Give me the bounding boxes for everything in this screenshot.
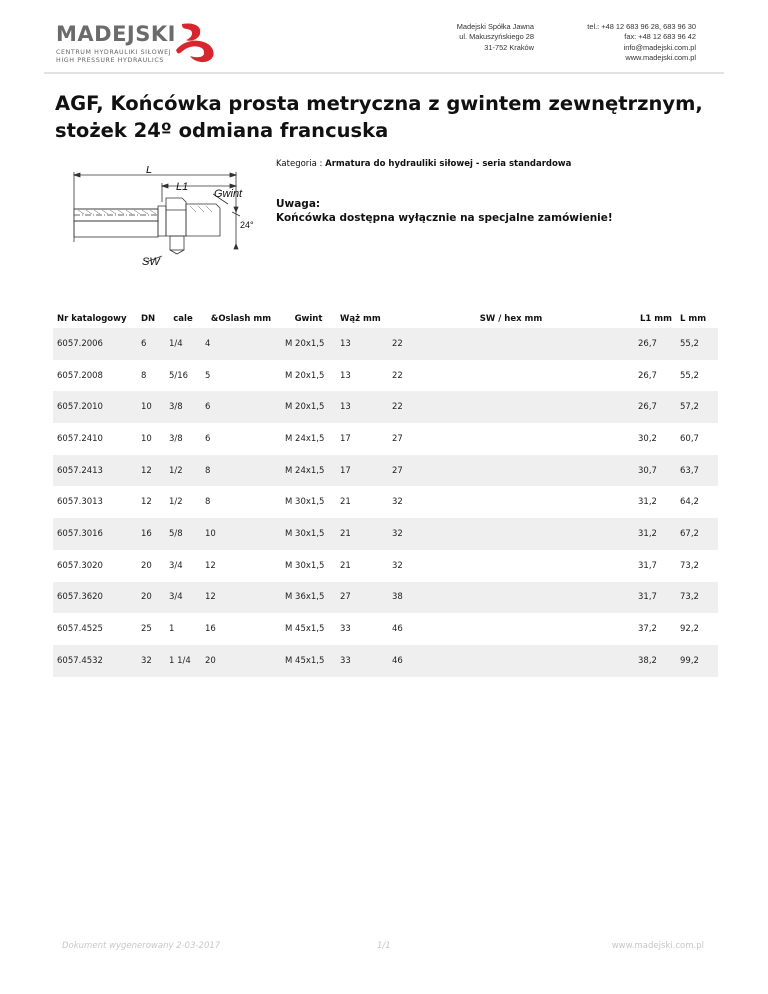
cell-hose: 33 <box>336 645 388 677</box>
cell-l1: 31,2 <box>634 518 676 550</box>
cell-sw: 22 <box>388 391 634 423</box>
fitting-diagram <box>58 166 268 270</box>
diagram-label-L1: L1 <box>176 181 189 193</box>
cell-l: 55,2 <box>676 360 718 392</box>
cell-thread: M 24x1,5 <box>281 455 336 487</box>
cell-hose: 27 <box>336 582 388 614</box>
cell-l1: 26,7 <box>634 360 676 392</box>
cell-l1: 38,2 <box>634 645 676 677</box>
logo-mark-icon <box>172 20 218 66</box>
cell-sw: 32 <box>388 486 634 518</box>
cell-catalog-number: 6057.3016 <box>53 518 137 550</box>
cell-inch: 1/2 <box>165 486 201 518</box>
category-value[interactable]: Armatura do hydrauliki siłowej - seria standardowa <box>325 159 572 169</box>
cell-hose: 13 <box>336 328 388 360</box>
cell-diameter: 16 <box>201 613 281 645</box>
cell-l: 99,2 <box>676 645 718 677</box>
notice-heading: Uwaga: <box>276 198 321 210</box>
cell-sw: 22 <box>388 360 634 392</box>
cell-inch: 3/4 <box>165 550 201 582</box>
cell-thread: M 30x1,5 <box>281 486 336 518</box>
page-header <box>44 14 724 74</box>
cell-catalog-number: 6057.4532 <box>53 645 137 677</box>
cell-catalog-number: 6057.2010 <box>53 391 137 423</box>
cell-hose: 17 <box>336 423 388 455</box>
table-row <box>53 391 718 423</box>
logo-wordmark: MADEJSKI <box>56 22 176 46</box>
cell-thread: M 30x1,5 <box>281 550 336 582</box>
cell-thread: M 36x1,5 <box>281 582 336 614</box>
cell-l: 92,2 <box>676 613 718 645</box>
col-header-catalog: Nr katalogowy <box>53 310 137 328</box>
cell-catalog-number: 6057.2413 <box>53 455 137 487</box>
cell-l1: 31,2 <box>634 486 676 518</box>
cell-catalog-number: 6057.4525 <box>53 613 137 645</box>
cell-l: 63,7 <box>676 455 718 487</box>
company-address <box>434 22 534 53</box>
cell-sw: 46 <box>388 613 634 645</box>
cell-diameter: 5 <box>201 360 281 392</box>
address-line: ul. Makuszyńskiego 28 <box>459 32 534 42</box>
cell-sw: 27 <box>388 423 634 455</box>
cell-diameter: 8 <box>201 455 281 487</box>
cell-inch: 5/16 <box>165 360 201 392</box>
cell-l: 55,2 <box>676 328 718 360</box>
col-header-l1: L1 mm <box>634 310 676 328</box>
cell-inch: 3/8 <box>165 423 201 455</box>
address-line: Madejski Spółka Jawna <box>456 22 534 31</box>
col-header-thread: Gwint <box>281 310 336 328</box>
cell-l: 67,2 <box>676 518 718 550</box>
cell-dn: 12 <box>137 486 165 518</box>
logo-subtitle-en: HIGH PRESSURE HYDRAULICS <box>56 57 164 64</box>
company-contact <box>554 22 696 64</box>
col-header-diameter: &Oslash mm <box>201 310 281 328</box>
cell-thread: M 30x1,5 <box>281 518 336 550</box>
cell-dn: 20 <box>137 582 165 614</box>
cell-dn: 6 <box>137 328 165 360</box>
cell-catalog-number: 6057.3620 <box>53 582 137 614</box>
cell-dn: 20 <box>137 550 165 582</box>
footer-website[interactable]: www.madejski.com.pl <box>611 941 704 951</box>
cell-l: 73,2 <box>676 582 718 614</box>
page-title: AGF, Końcówka prosta metryczna z gwintem zewnętrznym, stożek 24º odmiana francuska <box>55 92 703 142</box>
address-line: 31-752 Kraków <box>484 42 534 52</box>
cell-dn: 25 <box>137 613 165 645</box>
cell-diameter: 20 <box>201 645 281 677</box>
cell-catalog-number: 6057.2006 <box>53 328 137 360</box>
cell-l: 57,2 <box>676 391 718 423</box>
table-row <box>53 518 718 550</box>
cell-thread: M 20x1,5 <box>281 360 336 392</box>
footer-generated: Dokument wygenerowany 2-03-2017 <box>62 941 221 951</box>
table-row <box>53 423 718 455</box>
table-row <box>53 455 718 487</box>
cell-l1: 37,2 <box>634 613 676 645</box>
cell-sw: 38 <box>388 582 634 614</box>
cell-thread: M 45x1,5 <box>281 645 336 677</box>
cell-dn: 16 <box>137 518 165 550</box>
table-row <box>53 550 718 582</box>
table-row <box>53 613 718 645</box>
cell-dn: 8 <box>137 360 165 392</box>
cell-inch: 1/2 <box>165 455 201 487</box>
logo-subtitle-pl: CENTRUM HYDRAULIKI SIŁOWEJ <box>56 49 172 56</box>
cell-dn: 10 <box>137 391 165 423</box>
cell-diameter: 8 <box>201 486 281 518</box>
table-header-row <box>53 310 718 328</box>
table-row <box>53 360 718 392</box>
cell-hose: 17 <box>336 455 388 487</box>
diagram-label-L: L <box>146 166 153 176</box>
cell-sw: 27 <box>388 455 634 487</box>
cell-hose: 21 <box>336 518 388 550</box>
col-header-inch: cale <box>165 310 201 328</box>
cell-inch: 5/8 <box>165 518 201 550</box>
cell-thread: M 45x1,5 <box>281 613 336 645</box>
cell-catalog-number: 6057.2008 <box>53 360 137 392</box>
contact-website[interactable]: www.madejski.com.pl <box>625 53 696 63</box>
cell-l: 73,2 <box>676 550 718 582</box>
product-table <box>53 310 718 677</box>
cell-thread: M 20x1,5 <box>281 391 336 423</box>
cell-l: 64,2 <box>676 486 718 518</box>
cell-thread: M 24x1,5 <box>281 423 336 455</box>
cell-l1: 30,7 <box>634 455 676 487</box>
category-label: Kategoria : <box>276 159 323 169</box>
category-line <box>276 159 571 169</box>
table-row <box>53 486 718 518</box>
cell-l1: 31,7 <box>634 582 676 614</box>
cell-l1: 26,7 <box>634 391 676 423</box>
cell-l1: 26,7 <box>634 328 676 360</box>
cell-catalog-number: 6057.3020 <box>53 550 137 582</box>
cell-l1: 31,7 <box>634 550 676 582</box>
cell-l: 60,7 <box>676 423 718 455</box>
cell-sw: 22 <box>388 328 634 360</box>
contact-email[interactable]: info@madejski.com.pl <box>623 42 696 52</box>
cell-inch: 3/4 <box>165 582 201 614</box>
cell-dn: 12 <box>137 455 165 487</box>
table-row <box>53 328 718 360</box>
header-divider <box>44 72 724 74</box>
contact-fax: fax: +48 12 683 96 42 <box>624 32 696 42</box>
cell-diameter: 6 <box>201 391 281 423</box>
cell-inch: 1 1/4 <box>165 645 201 677</box>
cell-dn: 10 <box>137 423 165 455</box>
cell-dn: 32 <box>137 645 165 677</box>
cell-hose: 13 <box>336 360 388 392</box>
cell-hose: 21 <box>336 486 388 518</box>
cell-sw: 32 <box>388 518 634 550</box>
diagram-label-sw: SW <box>142 256 160 268</box>
cell-diameter: 12 <box>201 550 281 582</box>
cell-diameter: 10 <box>201 518 281 550</box>
cell-diameter: 4 <box>201 328 281 360</box>
company-logo <box>56 20 256 70</box>
cell-l1: 30,2 <box>634 423 676 455</box>
cell-inch: 1 <box>165 613 201 645</box>
cell-inch: 1/4 <box>165 328 201 360</box>
cell-sw: 46 <box>388 645 634 677</box>
cell-hose: 13 <box>336 391 388 423</box>
diagram-label-gwint: Gwint <box>214 188 243 200</box>
cell-inch: 3/8 <box>165 391 201 423</box>
cell-hose: 21 <box>336 550 388 582</box>
cell-thread: M 20x1,5 <box>281 328 336 360</box>
col-header-hose: Wąż mm <box>336 310 388 328</box>
notice-text: Końcówka dostępna wyłącznie na specjalne zamówienie! <box>276 212 613 224</box>
col-header-l: L mm <box>676 310 718 328</box>
table-row <box>53 645 718 677</box>
special-order-notice <box>276 197 613 225</box>
cell-catalog-number: 6057.3013 <box>53 486 137 518</box>
diagram-label-angle: 24° <box>240 220 254 230</box>
cell-hose: 33 <box>336 613 388 645</box>
col-header-dn: DN <box>137 310 165 328</box>
cell-diameter: 12 <box>201 582 281 614</box>
col-header-sw: SW / hex mm <box>388 310 634 328</box>
cell-catalog-number: 6057.2410 <box>53 423 137 455</box>
cell-diameter: 6 <box>201 423 281 455</box>
table-row <box>53 582 718 614</box>
footer-page-number: 1/1 <box>377 941 391 951</box>
contact-phone: tel.: +48 12 683 96 28, 683 96 30 <box>587 22 696 31</box>
cell-sw: 32 <box>388 550 634 582</box>
